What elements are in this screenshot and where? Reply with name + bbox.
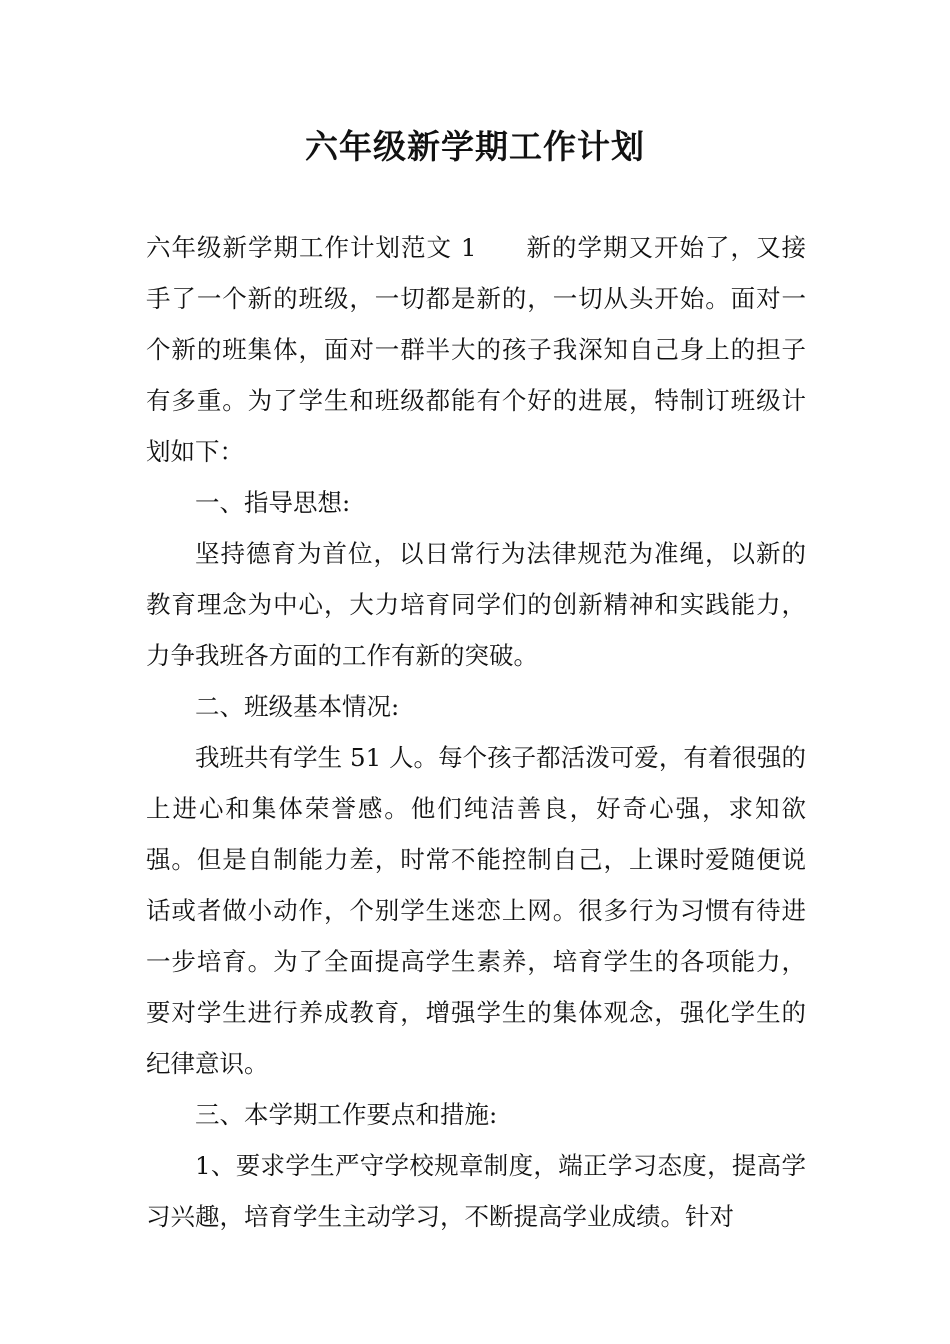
page-title: 六年级新学期工作计划: [305, 127, 645, 166]
paragraph-guiding-ideology: 坚持德育为首位，以日常行为法律规范为准绳，以新的教育理念为中心，大力培育同学们的创新精神和实践能力，力争我班各方面的工作有新的突破。: [146, 539, 806, 670]
section-heading-class-situation: 二、班级基本情况:: [195, 692, 400, 721]
intro-label: 六年级新学期工作计划范文 1: [146, 233, 477, 262]
document-body: [146, 222, 806, 1242]
section-heading-guiding-ideology: 一、指导思想:: [195, 488, 351, 517]
section-heading-work-points: 三、本学期工作要点和措施:: [195, 1100, 498, 1129]
intro-text: 新的学期又开始了，又接手了一个新的班级，一切都是新的，一切从头开始。面对一个新的班集体，面对一群半大的孩子我深知自己身上的担子有多重。为了学生和班级都能有个好的进展，特制订班级计划如下：: [146, 233, 807, 466]
paragraph-class-situation: 我班共有学生 51 人。每个孩子都活泼可爱，有着很强的上进心和集体荣誉感。他们纯洁善良，好奇心强，求知欲强。但是自制能力差，时常不能控制自己，上课时爱随便说话或者做小动作，个别学生迷恋上网。很多行为习惯有待进一步培育。为了全面提高学生素养，培育学生的各项能力，要对学生进行养成教育，增强学生的集体观念，强化学生的纪律意识。: [146, 743, 806, 1078]
paragraph-work-point-1: 1、要求学生严守学校规章制度，端正学习态度，提高学习兴趣，培育学生主动学习，不断提高学业成绩。针对: [146, 1151, 806, 1231]
intro-paragraph: [146, 222, 806, 477]
